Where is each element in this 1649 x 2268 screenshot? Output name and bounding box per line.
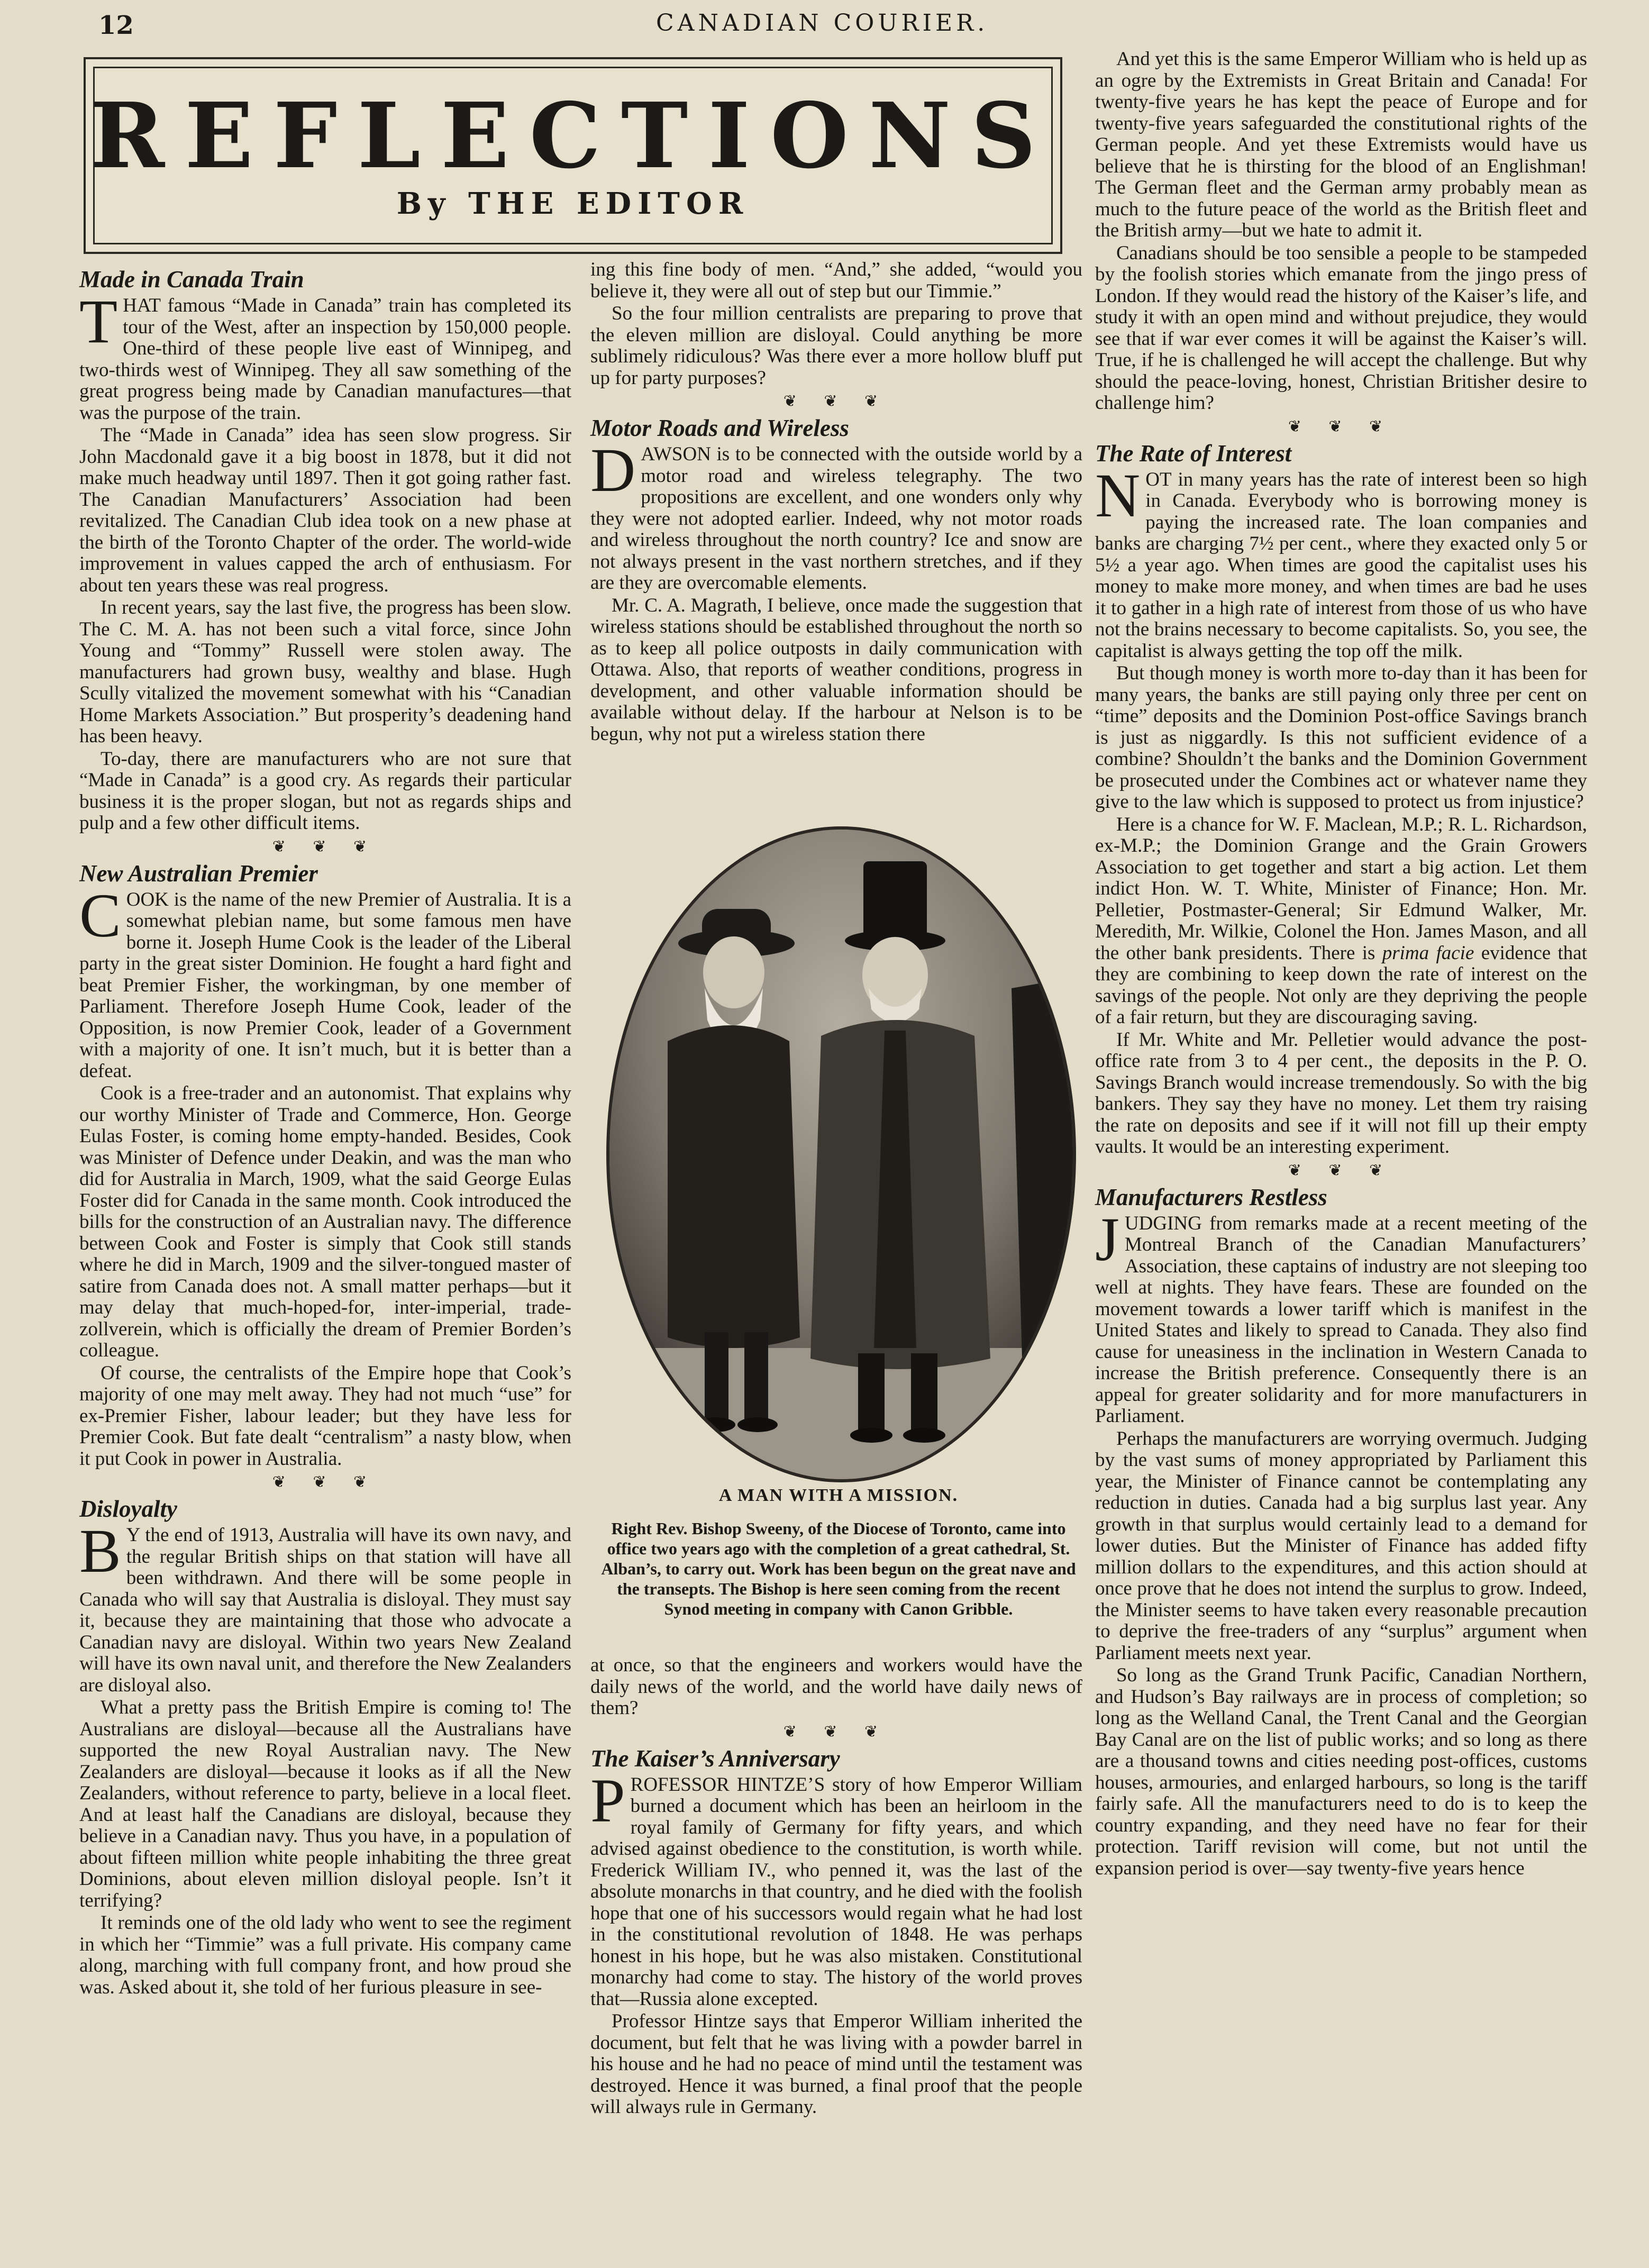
manufacturers-p2: Perhaps the manufacturers are worrying overmuch. Judging by the vast sums of money appropriated by Parliament this year, the Minister of Finance cannot be contemplating any reduction in duties. Canada had a big surplus last year. Any growth in that surplus would certainly lead to a demand for lower duties. But the Minister of Finance has added fifty million dollars to the expenditures, and this action should at once prove that he does not intend the surplus to grow. Indeed, the Minister seems to have taken every reasonable precaution to deprive the free-traders of any “surplus” argument when Parliament meets next year. bbox=[1095, 1427, 1587, 1664]
heading-rate-of-interest: The Rate of Interest bbox=[1095, 440, 1292, 467]
column-1 bbox=[79, 263, 571, 1999]
dropcap: B bbox=[79, 1516, 121, 1586]
motor-p2: Mr. C. A. Magrath, I believe, once made the suggestion that wireless stations should be established throughout the north so as to keep all police outposts in daily communication with Ottawa. Also, that reports of weather conditions, progress in development, and other valuable information should be available without delay. If the harbour at Nelson is to be begun, why not put a wireless station there bbox=[590, 594, 1082, 745]
heading-motor-roads: Motor Roads and Wireless bbox=[590, 415, 849, 441]
kaiser-p1: PROFESSOR HINTZE’S story of how Emperor William burned a document which has been an heirloom in the royal family of Germany for fifty years, and which advised against obedience to the constitution, is worth while. Frederick William IV., who penned it, was the last of the absolute monarchs in that country, and he died with the foolish hope that one of his successors would regain what he had lost in the constitutional revolution of 1848. He was perhaps honest in his hope, but he was also mistaken. Constitutional monarchy had come to stay. The history of the world proves that—Russia alone excepted. bbox=[590, 1765, 1082, 2010]
dropcap: J bbox=[1095, 1204, 1119, 1274]
disloyalty-p3: It reminds one of the old lady who went to see the regiment in which her “Timmie” was a full private. His company came along, marching with full company front, and how proud she was. Asked about it, she told of her furious pleasure in see- bbox=[79, 1912, 571, 1998]
section-ornament: ❦ ❦ ❦ bbox=[1288, 1161, 1395, 1179]
dropcap: D bbox=[590, 435, 636, 505]
motor-p3: at once, so that the engineers and workers would have the daily news of the world, and the world have daily news of them? bbox=[590, 1654, 1082, 1719]
interest-p3: Here is a chance for W. F. Maclean, M.P.; R. L. Richardson, ex-M.P.; the Dominion Grange and the Grain Growers Association to get together and start a big action. Let them indict Hon. W. T. White, Minister of Finance; Hon. Mr. Pelletier, Postmaster-General; Sir Edmund Walker, Mr. Meredith, Mr. Wilkie, Colonel the Hon. James Mason, and all the other bank presidents. There is prima facie evidence that they are combining to keep down the rate of interest on the savings of the people. Not only are they depriving the people of a fair return, but they are discouraging saving. bbox=[1095, 813, 1588, 1028]
interest-p1: NOT in many years has the rate of interest been so high in Canada. Everybody who is borrowing money is paying the increased rate. The loan companies and banks are charging 7½ per cent., where they exacted only 5 or 5½ a year ago. When times are good the capitalist uses his money to make more money, and when times are bad he uses it to gather in a high rate of interest from those of us who have not the brains necessary to become capitalists. So, you see, the capitalist is always getting the top off the milk. bbox=[1095, 460, 1587, 662]
section-ornament: ❦ ❦ ❦ bbox=[272, 1473, 379, 1491]
made-in-canada-p2: The “Made in Canada” idea has seen slow progress. Sir John Macdonald gave it a big boost in 1878, but it did not make much headway until 1897. Then it got going rather fast. The Canadian Manufacturers’ Association had been revitalized. The Canadian Club idea took on a new phase at the birth of the Toronto Chapter of the order. The world-wide improvement in values capped the arch of enthusiasm. For about ten years these was real progress. bbox=[79, 424, 571, 596]
disloyalty-p1: B Y the end of 1913, Australia will have its own navy, and the regular British ships on that station will have all been withdrawn. And there will be some people in Canada who will say that Australia is disloyal. They must say it, because they are maintaining that those who advocate a Canadian navy are disloyal. Within two years New Zealand will have its own naval unit, and therefore the New Zealanders are disloyal also. bbox=[79, 1516, 571, 1696]
dropcap: C bbox=[79, 880, 121, 950]
made-in-canada-p4: To-day, there are manufacturers who are not sure that “Made in Canada” is a good cry. As regards their particular business it is the proper slogan, but not as regards ships and pulp and a few other difficult items. bbox=[79, 748, 571, 834]
disloyalty-continued-1: ing this fine body of men. “And,” she added, “would you believe it, they were all out of step but our Timmie.” bbox=[590, 259, 1082, 302]
section-ornament: ❦ ❦ ❦ bbox=[1288, 417, 1395, 435]
interest-p4: If Mr. White and Mr. Pelletier would advance the post-office rate from 3 to 4 per cent., the deposits in the P. O. Savings Branch would increase tremendously. So with the big bankers. They say they have no money. Let them try raising the rate on deposits and see if it will not fill up their empty vaults. It would be an interesting experiment. bbox=[1095, 1028, 1587, 1158]
journal-title: CANADIAN COURIER. bbox=[656, 10, 989, 37]
caption-title: A MAN WITH A MISSION. bbox=[718, 1486, 959, 1505]
dropcap: N bbox=[1095, 460, 1141, 530]
disloyalty-p2: What a pretty pass the British Empire is coming to! The Australians are disloyal—because all the Australians have supported the new Royal Australian navy. The New Zealanders are disloyal—because it looks as if all the New Zealanders, without reference to party, believe in a local fleet. And at least half the Canadians are disloyal, because they believe in a Canadian navy. Thus you have, in a population of about fifteen million white people inhabiting the three great Dominions, about eleven million disloyal people. Isn’t it terrifying? bbox=[79, 1697, 571, 1911]
manufacturers-p1: JUDGING from remarks made at a recent meeting of the Montreal Branch of the Canadian Manufacturers’ Association, these captains of industry are not sleeping too well at nights. They have fears. These are founded on the movement towards a lower tariff which is manifest in the United States and likely to spread to Canada. They also find cause for uneasiness in the inclination in Western Canada to increase the British preference. Consequently there is an appeal for greater solidarity and for more manufacturers in Parliament. bbox=[1095, 1204, 1587, 1427]
page-number: 12 bbox=[98, 11, 134, 40]
australian-p1: COOK is the name of the new Premier of Australia. It is a somewhat plebian name, but some famous men have borne it. Joseph Hume Cook is the leader of the Liberal party in the great sister Dominion. He fought a hard fight and beat Premier Fisher, the workingman, by one member of Parliament. Therefore Joseph Hume Cook, leader of the Opposition, is now Premier Cook, leader of a Government with a majority of one. It isn’t much, but it is better than a defeat. bbox=[79, 880, 571, 1082]
running-head bbox=[0, 7, 1649, 39]
made-in-canada-p1: THAT famous “Made in Canada” train has completed its tour of the West, after an inspection by 150,000 people. One-third of these people live east of Winnipeg, and two-thirds west of Winnipeg. They all saw something of the great progress being made by Canadian manufactures—that was the purpose of the train. bbox=[79, 287, 571, 424]
heading-disloyalty: Disloyalty bbox=[79, 1496, 177, 1522]
made-in-canada-p3: In recent years, say the last five, the progress has been slow. The C. M. A. has not been such a vital force, since John Young and “Tommy” Russell were stolen away. The manufacturers had grown busy, wealthy and blase. Hugh Scully vitalized the movement somewhat with his “Canadian Home Markets Association.” But prosperity’s deadening hand has been heavy. bbox=[79, 597, 571, 747]
photo-illustration bbox=[609, 830, 1073, 1479]
kaiser-continued-2: Canadians should be too sensible a people to be stampeded by the foolish stories which emanate from the jingo press of London. If they would read the history of the Kaiser’s life, and study it with an open mind and without prejudice, they would see that if war ever comes it will be against the Kaiser’s will. True, if he is challenged he will accept the challenge. But why should the peace-loving, honest, Christian Britisher desire to challenge him? bbox=[1095, 242, 1587, 414]
column-3 bbox=[1095, 49, 1587, 1880]
kaiser-continued-1: And yet this is the same Emperor William who is held up as an ogre by the Extremists in Great Britain and Canada! For twenty-five years he has kept the peace of Europe and for twenty-five years safeguarded the constitutional rights of the German people. And yet these Extremists would have us believe that he is thirsting for the blood of an Englishman! The German fleet and the German army probably mean as much to the future peace of the world as the British fleet and the British army—but we hate to admit it. bbox=[1095, 48, 1587, 241]
caption-text: Right Rev. Bishop Sweeny, of the Diocese of Toronto, came into office two years ago with the completion of a great cathedral, St. Alban’s, to carry out. Work has been begun on the great nave and the transepts. The Bishop is here seen coming from the recent Synod meeting in company with Canon Gribble. bbox=[601, 1519, 1076, 1618]
motor-p1: DAWSON is to be connected with the outside world by a motor road and wireless telegraphy. The two propositions are excellent, and one wonders only why they were not adopted earlier. Indeed, why not motor roads and wireless throughout the north country? Ice and snow are not always present in the vast northern stretches, and if they are they are overcomable elements. bbox=[590, 435, 1082, 594]
heading-made-in-canada: Made in Canada Train bbox=[79, 266, 304, 293]
disloyalty-continued-2: So the four million centralists are preparing to prove that the eleven million are disloyal. Could anything be more sublimely ridiculous? Was there ever a more hollow bluff put up for party purposes? bbox=[590, 303, 1082, 389]
heading-manufacturers-restless: Manufacturers Restless bbox=[1095, 1183, 1327, 1210]
australian-p2: Cook is a free-trader and an autonomist. That explains why our worthy Minister of Trade and Commerce, Hon. George Eulas Foster, is coming home empty-handed. Besides, Cook was Minister of Defence under Deakin, and was the man who did for Australia in March, 1909, what the said George Eulas Foster did for Canada in the same month. Cook introduced the bills for the construction of an Australian navy. The difference between Cook and Foster is simply that Cook still stands where he did in March, 1909 and the silver-tongued master of satire from Canada does not. A small matter perhaps—but it may delay that much-hoped-for, inter-imperial, trade-zollverein, which is officially the dream of Premier Borden’s colleague. bbox=[79, 1082, 571, 1361]
column-2-lower bbox=[590, 1655, 1082, 2119]
section-ornament: ❦ ❦ ❦ bbox=[783, 1723, 890, 1741]
heading-australian-premier: New Australian Premier bbox=[79, 860, 318, 887]
manufacturers-p3: So long as the Grand Trunk Pacific, Canadian Northern, and Hudson’s Bay railways are in process of completion; so long as the Welland Canal, the Trent Canal and the Georgian Bay Canal are on the list of public works; and so long as there are a thousand towns and cities needing post-offices, customs houses, armouries, and enlarged harbours, so long is the tariff fairly safe. All the manufacturers need to do is to keep the country expanding, and they need have no fear for their protection. Tariff revision will come, but not until the expansion period is over—say twenty-five years hence bbox=[1095, 1664, 1587, 1879]
masthead-title: REFLECTIONS bbox=[89, 83, 1056, 189]
section-ornament: ❦ ❦ ❦ bbox=[272, 837, 379, 855]
photo-caption bbox=[593, 1486, 1085, 1619]
section-ornament: ❦ ❦ ❦ bbox=[783, 393, 890, 410]
column-2 bbox=[590, 259, 1082, 746]
australian-p3: Of course, the centralists of the Empire hope that Cook’s majority of one may melt away. They had not much “use” for ex-Premier Fisher, labour leader; but they have less for Premier Cook. But fate dealt “centralism” a nasty blow, when it put Cook in power in Australia. bbox=[79, 1362, 571, 1470]
reflections-masthead bbox=[84, 57, 1062, 254]
masthead-byline: By THE EDITOR bbox=[396, 186, 750, 221]
dropcap: T bbox=[79, 287, 118, 356]
dropcap: P bbox=[590, 1765, 625, 1835]
bishop-photograph bbox=[606, 826, 1076, 1482]
interest-p2: But though money is worth more to-day than it has been for many years, the banks are still paying only three per cent on “time” deposits and the Dominion Post-office Savings branch is just as niggardly. Is this not sufficient evidence of a combine? Shouldn’t the banks and the Dominion Government be prosecuted under the Combines act or whatever name they give to the law which is supposed to protect us from injustice? bbox=[1095, 662, 1587, 813]
kaiser-p2: Professor Hintze says that Emperor William inherited the document, but felt that he was living with a powder barrel in his house and he had no peace of mind until the testament was destroyed. Hence it was burned, a final proof that the people will always rule in Germany. bbox=[590, 2010, 1082, 2118]
heading-kaiser: The Kaiser’s Anniversary bbox=[590, 1745, 840, 1772]
